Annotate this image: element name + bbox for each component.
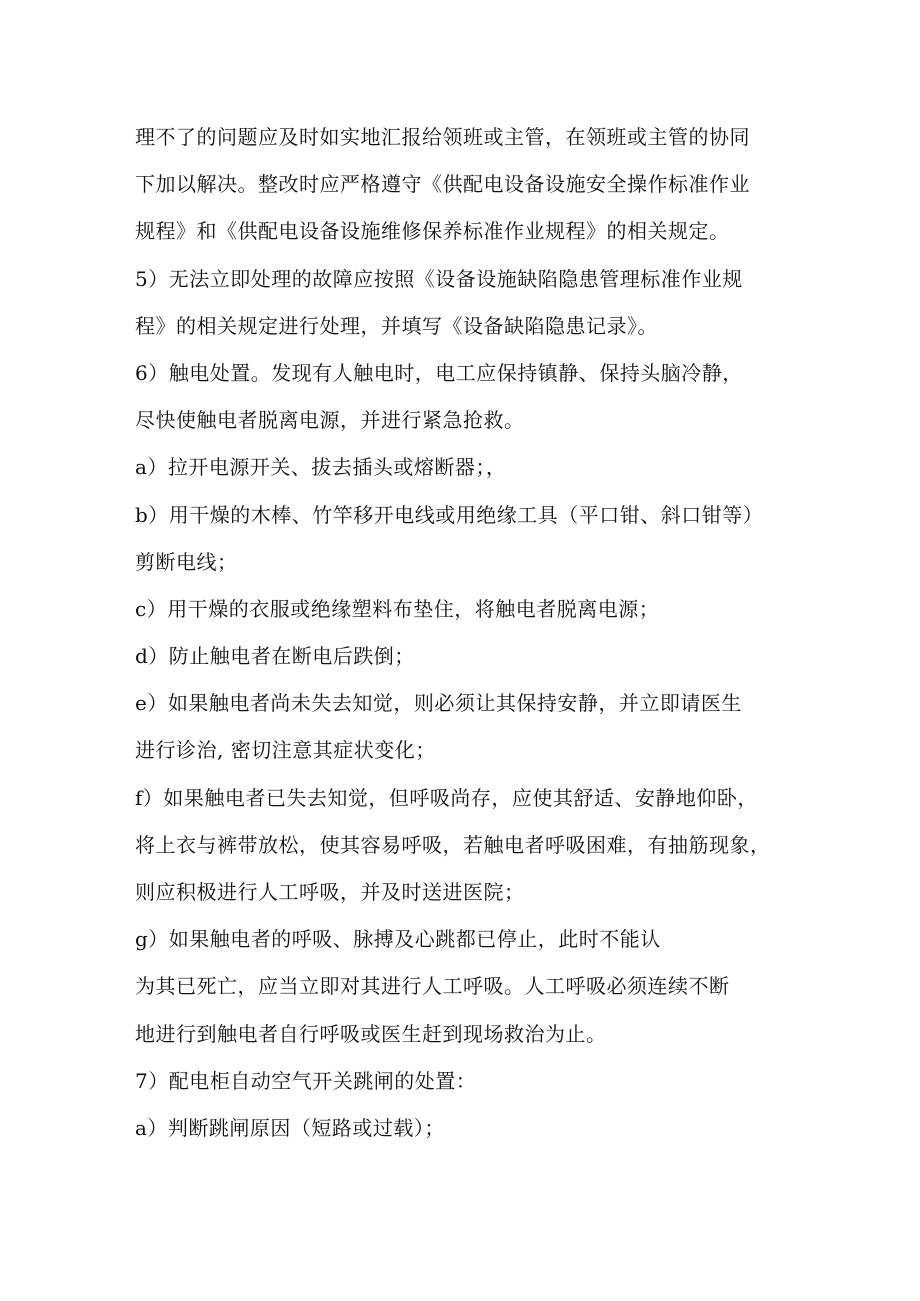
text-line: 剪断电线； [135,549,238,574]
text-line: f）如果触电者已失去知觉，但呼吸尚存，应使其舒适、安静地仰卧， [135,785,758,810]
text-line: 将上衣与裤带放松，使其容易呼吸，若触电者呼吸困难，有抽筋现象， [135,832,771,857]
text-line: 程》的相关规定进行处理，并填写《设备缺陷隐患记录》。 [135,313,658,338]
text-line: a）判断跳闸原因（短路或过载）； [135,1115,445,1140]
text-line: 地进行到触电者自行呼吸或医生赶到现场救治为止。 [135,1021,607,1046]
text-line: 理不了的问题应及时如实地汇报给领班或主管，在领班或主管的协同 [135,125,750,149]
text-line: 则应积极进行人工呼吸，并及时送进医院； [135,880,525,904]
text-line: 进行诊治, 密切注意其症状变化； [135,738,436,763]
document-body [135,114,825,1152]
text-line: 为其已死亡，应当立即对其进行人工呼吸。人工呼吸必须连续不断 [135,974,730,999]
text-line: g）如果触电者的呼吸、脉搏及心跳都已停止，此时不能认 [135,927,661,952]
text-line: 5）无法立即处理的故障应按照《设备设施缺陷隐患管理标准作业规 [135,266,743,291]
text-line: e）如果触电者尚未失去知觉，则必须让其保持安静，并立即请医生 [135,691,742,716]
text-line: c）用干燥的衣服或绝缘塑料布垫住，将触电者脱离电源； [135,596,660,621]
text-line: d）防止触电者在断电后跌倒； [135,644,415,669]
text-line: 尽快使触电者脱离电源，并进行紧急抢救。 [135,408,525,433]
text-line: 规程》和《供配电设备设施维修保养标准作业规程》的相关规定。 [135,219,730,244]
text-line: 6）触电处置。发现有人触电时，电工应保持镇静、保持头脑冷静， [135,360,743,385]
text-line: 7）配电柜自动空气开关跳闸的处置： [135,1068,477,1093]
text-line: b）用干燥的木棒、竹竿移开电线或用绝缘工具（平口钳、斜口钳等） [135,502,764,527]
text-line: a）拉开电源开关、拔去插头或熔断器；， [135,455,507,480]
text-line: 下加以解决。整改时应严格遵守《供配电设备设施安全操作标准作业 [135,172,750,197]
